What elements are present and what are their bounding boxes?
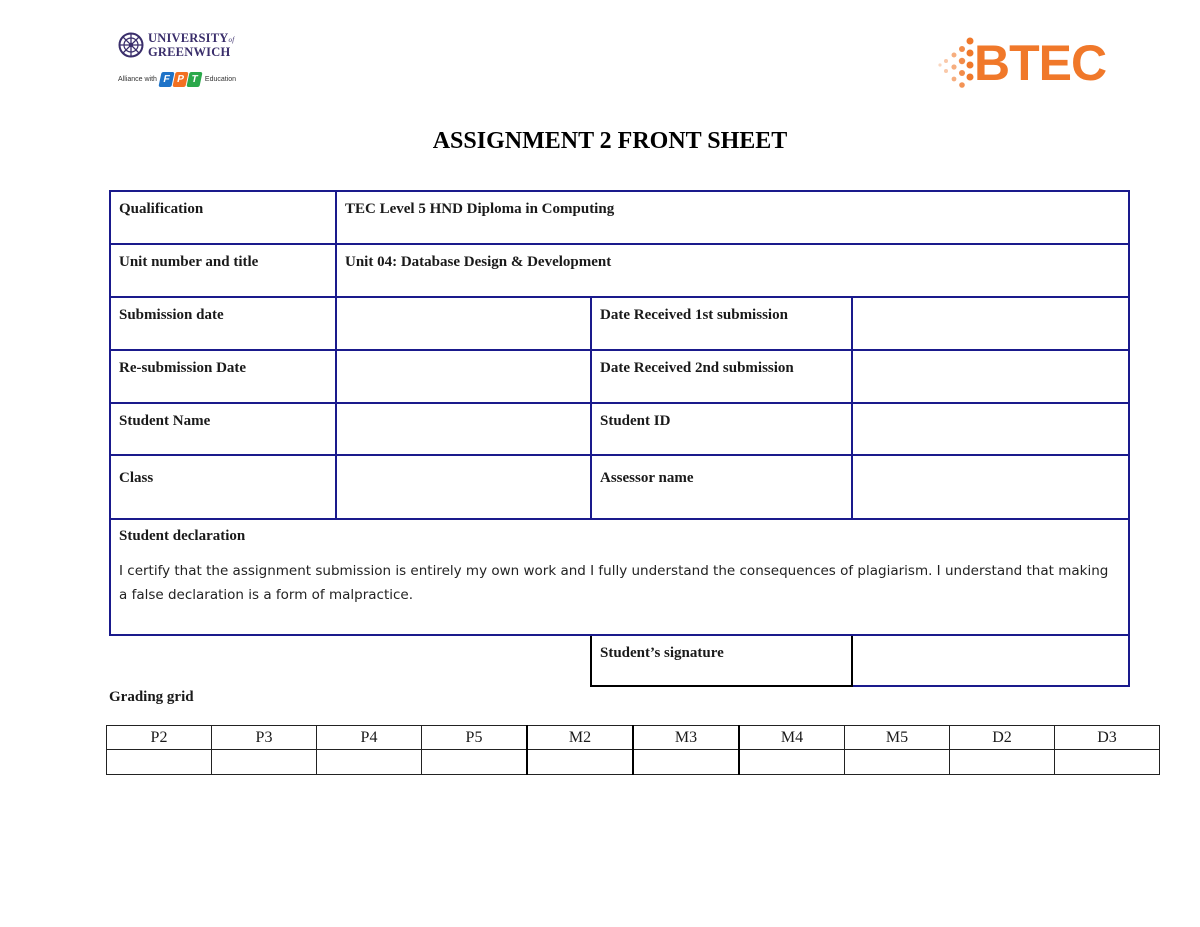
grade-value-m4[interactable]: [739, 750, 845, 775]
grade-header-m4: M4: [739, 726, 845, 750]
assessor-name-label: Assessor name: [591, 455, 852, 519]
fpt-logo-icon: [160, 72, 202, 87]
grading-grid-value-row: [107, 750, 1160, 775]
resubmission-date-field[interactable]: [336, 350, 591, 403]
compass-emblem-icon: [118, 32, 144, 58]
fpt-letter-f: F: [158, 72, 174, 87]
university-of-greenwich-logo: [118, 32, 248, 94]
front-sheet-table: [109, 190, 1130, 687]
alliance-suffix: Education: [204, 76, 237, 83]
student-declaration-cell: [110, 519, 1129, 635]
date-received-2nd-label: Date Received 2nd submission: [591, 350, 852, 403]
grade-value-p3[interactable]: [212, 750, 317, 775]
grading-grid-header-row: [107, 726, 1160, 750]
uog-wordmark: [148, 32, 234, 58]
btec-wordmark: BTEC: [974, 35, 1107, 91]
row-resubmission-date: [110, 350, 1129, 403]
student-signature-label: Student’s signature: [591, 635, 852, 686]
student-name-label: Student Name: [110, 403, 336, 455]
row-qualification: [110, 191, 1129, 244]
submission-date-field[interactable]: [336, 297, 591, 350]
row-student-declaration: [110, 519, 1129, 635]
student-name-field[interactable]: [336, 403, 591, 455]
uog-name-of: of: [228, 36, 235, 44]
grade-value-d2[interactable]: [950, 750, 1055, 775]
row-student-name: [110, 403, 1129, 455]
unit-label: Unit number and title: [110, 244, 336, 297]
grade-value-m5[interactable]: [845, 750, 950, 775]
grade-header-d3: D3: [1055, 726, 1160, 750]
grade-value-p4[interactable]: [317, 750, 422, 775]
grade-header-p5: P5: [422, 726, 528, 750]
grading-grid-label: Grading grid: [109, 689, 194, 705]
grade-header-p4: P4: [317, 726, 422, 750]
page-title: ASSIGNMENT 2 FRONT SHEET: [432, 128, 788, 154]
grade-header-m2: M2: [527, 726, 633, 750]
fpt-letter-p: P: [172, 72, 188, 87]
btec-dots-icon: [936, 35, 974, 91]
submission-date-label: Submission date: [110, 297, 336, 350]
row-submission-date: [110, 297, 1129, 350]
row-class: [110, 455, 1129, 519]
student-declaration-text: I certify that the assignment submission is entirely my own work and I fully understand the consequences of plagiarism. I understand that making a false declaration is a form of malpractice.: [119, 563, 1109, 603]
grading-grid-table: [106, 725, 1160, 775]
fpt-alliance-row: [118, 72, 248, 87]
unit-value: Unit 04: Database Design & Development: [336, 244, 1129, 297]
grade-value-m3[interactable]: [633, 750, 739, 775]
btec-logo: [936, 33, 1121, 93]
qualification-label: Qualification: [110, 191, 336, 244]
fpt-letter-t: T: [186, 72, 202, 87]
student-signature-field[interactable]: [852, 635, 1129, 686]
date-received-1st-label: Date Received 1st submission: [591, 297, 852, 350]
uog-logo-row: [118, 32, 248, 58]
assessor-name-field[interactable]: [852, 455, 1129, 519]
grade-value-d3[interactable]: [1055, 750, 1160, 775]
grade-header-p3: P3: [212, 726, 317, 750]
student-id-label: Student ID: [591, 403, 852, 455]
date-received-1st-field[interactable]: [852, 297, 1129, 350]
class-label: Class: [110, 455, 336, 519]
grade-header-d2: D2: [950, 726, 1055, 750]
grade-header-m5: M5: [845, 726, 950, 750]
grade-value-m2[interactable]: [527, 750, 633, 775]
class-field[interactable]: [336, 455, 591, 519]
row-signature: [110, 635, 1129, 686]
grade-value-p5[interactable]: [422, 750, 528, 775]
student-id-field[interactable]: [852, 403, 1129, 455]
student-declaration-title: Student declaration: [119, 528, 246, 544]
uog-name-line1: UNIVERSITY: [148, 31, 229, 45]
date-received-2nd-field[interactable]: [852, 350, 1129, 403]
grade-header-p2: P2: [107, 726, 212, 750]
uog-name-line2: GREENWICH: [148, 45, 231, 59]
grade-header-m3: M3: [633, 726, 739, 750]
alliance-prefix: Alliance with: [118, 76, 157, 83]
qualification-value: TEC Level 5 HND Diploma in Computing: [336, 191, 1129, 244]
grade-value-p2[interactable]: [107, 750, 212, 775]
signature-spacer: [110, 635, 591, 686]
resubmission-date-label: Re-submission Date: [110, 350, 336, 403]
row-unit: [110, 244, 1129, 297]
